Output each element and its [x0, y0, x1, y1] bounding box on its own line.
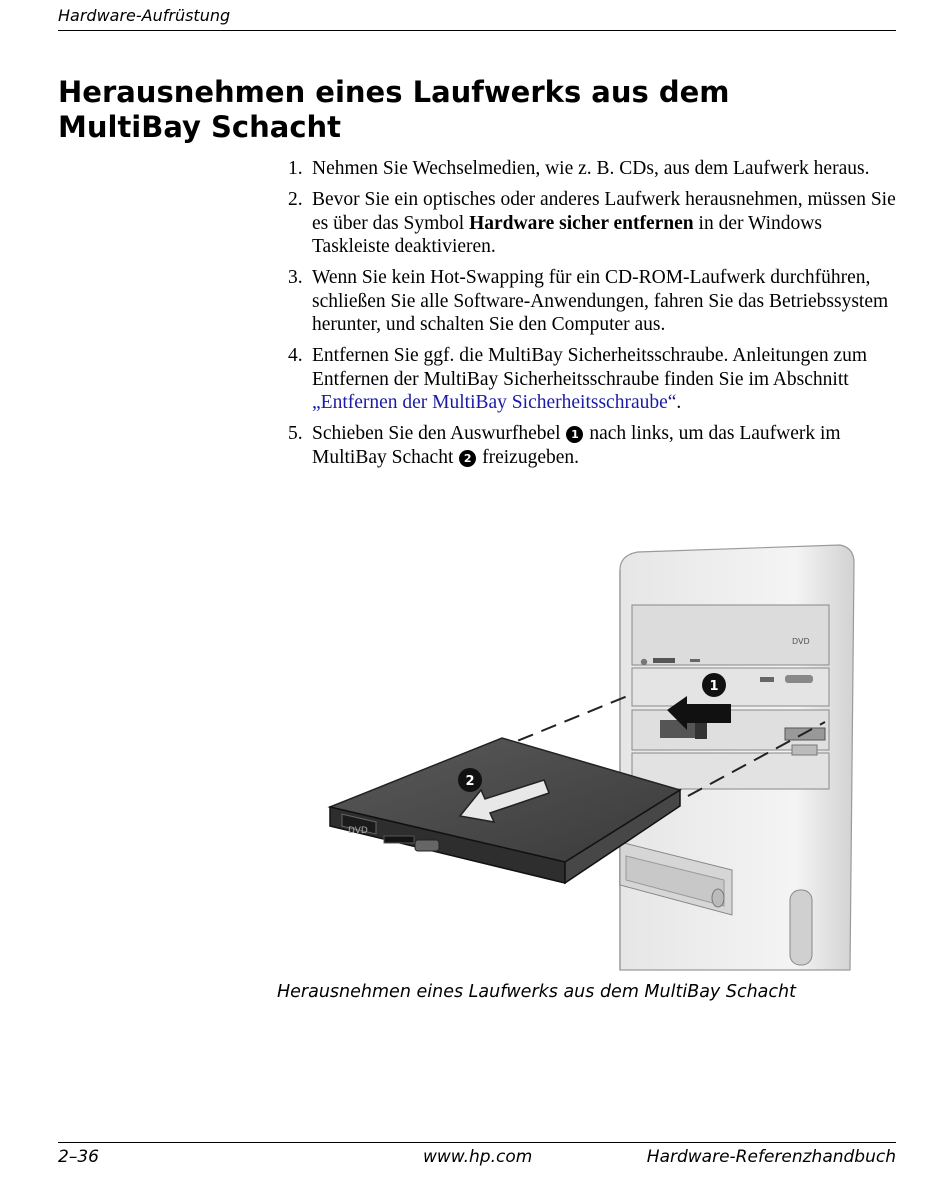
computer-tower [620, 545, 854, 970]
callout-marker-2: 2 [459, 450, 476, 467]
step-text: Bevor Sie ein optisches oder anderes Laufwerk herausnehmen, müssen Sie es über das Symbol [312, 189, 896, 234]
page-number: 2–36 [58, 1147, 99, 1167]
step-text-mid: nach links, um das Laufwerk im MultiBay Schacht [312, 423, 841, 468]
header-rule [58, 30, 896, 31]
step-text-end: freizugeben. [477, 446, 580, 468]
step-number: 4. [288, 345, 303, 366]
step-number: 1. [288, 158, 303, 179]
section-title: Herausnehmen eines Laufwerks aus dem MultiBay Schacht [58, 75, 730, 144]
footer-rule [58, 1142, 896, 1143]
drive-dvd-logo: DVD [348, 826, 368, 836]
step-1 [288, 157, 900, 181]
instruction-steps [288, 157, 900, 477]
step-number: 2. [288, 189, 303, 210]
running-header: Hardware-Aufrüstung [58, 6, 231, 25]
drive-bay-dvd-logo: DVD [792, 637, 810, 646]
step-number: 3. [288, 267, 303, 288]
ui-term-safely-remove-hardware: Hardware sicher entfernen [469, 212, 694, 234]
step-text: Wenn Sie kein Hot-Swapping für ein CD-ROM-Laufwerk durchführen, schließen Sie alle Software-Anwendungen, fahren Sie das Betriebssystem herunter, und schalten Sie den Computer aus. [312, 267, 889, 335]
drive-removal-illustration [320, 540, 860, 975]
step-text: Entfernen Sie ggf. die MultiBay Sicherheitsschraube. Anleitungen zum Entfernen der MultiBay Sicherheitsschraube finden Sie im Abschnitt [312, 345, 868, 390]
footer-book-title: Hardware-Referenzhandbuch [646, 1147, 896, 1167]
step-2 [288, 188, 900, 259]
step-text-end: . [676, 392, 682, 413]
step-3 [288, 266, 900, 337]
figure-caption: Herausnehmen eines Laufwerks aus dem MultiBay Schacht [277, 982, 796, 1002]
step-number: 5. [288, 423, 303, 444]
step-text: Nehmen Sie Wechselmedien, wie z. B. CDs, aus dem Laufwerk heraus. [312, 158, 870, 179]
step-4 [288, 344, 900, 415]
callout-2-label: 2 [465, 774, 475, 789]
callout-1-label: 1 [709, 679, 719, 694]
step-text-continued: in der Windows Taskleiste deaktivieren. [312, 212, 822, 257]
callout-marker-1: 1 [566, 426, 583, 443]
step-text: Schieben Sie den Auswurfhebel [312, 423, 566, 444]
step-5 [288, 422, 900, 469]
cross-reference-link[interactable]: „Entfernen der MultiBay Sicherheitsschraube“ [312, 392, 677, 413]
footer-url: www.hp.com [423, 1147, 533, 1167]
